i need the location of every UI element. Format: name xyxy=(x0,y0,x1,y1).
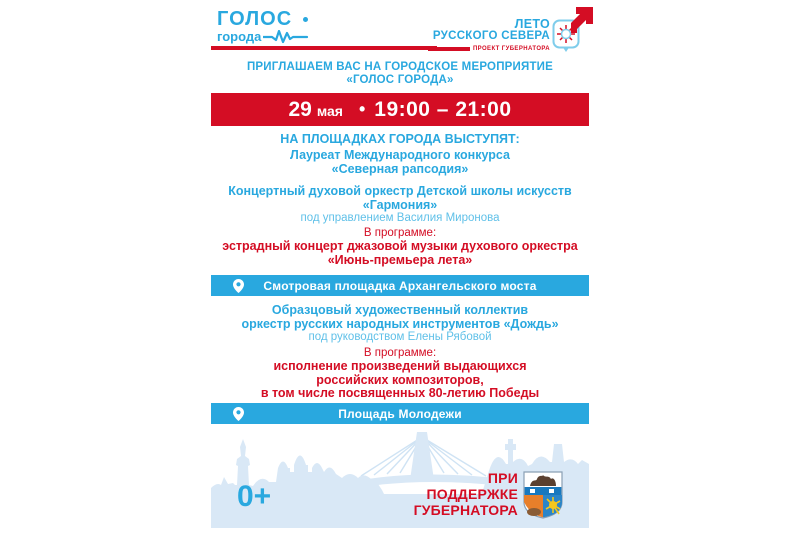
program2-block xyxy=(211,347,589,401)
golos-goroda-logo xyxy=(217,9,311,44)
event-month: мая xyxy=(316,103,343,119)
act3-block xyxy=(211,304,589,344)
age-rating-badge: 0+ xyxy=(237,480,272,513)
program2-line1: исполнение произведений выдающихся xyxy=(273,359,527,373)
lineup-heading-block xyxy=(211,132,589,146)
invitation-line1: ПРИГЛАШАЕМ ВАС НА ГОРОДСКОЕ МЕРОПРИЯТИЕ xyxy=(246,61,554,73)
support-line2: ПОДДЕРЖКЕ xyxy=(426,486,518,502)
program2-line2: российских композиторов, xyxy=(316,372,484,387)
act2-block xyxy=(211,185,589,225)
program1-label: В программе: xyxy=(363,227,437,239)
act2-line2: «Гармония» xyxy=(362,197,438,212)
act3-conductor: под руководством Елены Рябовой xyxy=(308,331,492,343)
program1-line1: эстрадный концерт джазовой музыки духового оркестра xyxy=(222,239,578,253)
program2-label: В программе: xyxy=(363,347,437,359)
leto-logo-line2: РУССКОГО СЕВЕРА xyxy=(432,30,550,42)
corner-arrow-icon xyxy=(568,6,594,34)
program1-line2: «Июнь-премьера лета» xyxy=(327,252,473,267)
footer-skyline-section xyxy=(211,430,589,528)
leto-russkogo-severa-logo xyxy=(428,6,592,58)
event-day: 29 xyxy=(288,97,312,121)
audio-waveform-icon xyxy=(263,30,311,44)
act2-conductor: под управлением Василия Миронова xyxy=(300,212,500,224)
leto-logo-tagline: ПРОЕКТ ГУБЕРНАТОРА xyxy=(472,45,550,52)
leto-tagline-rule xyxy=(428,47,470,51)
invitation-block xyxy=(211,61,589,87)
venue2-banner xyxy=(211,403,589,424)
location-pin-icon xyxy=(233,407,244,421)
governor-support-text xyxy=(414,470,518,518)
location-pin-icon xyxy=(233,279,244,293)
date-time-banner xyxy=(211,93,589,126)
act3-line2: оркестр русских народных инструментов «Дождь» xyxy=(241,316,559,331)
act1-line2: «Северная рапсодия» xyxy=(331,161,469,176)
golos-logo-subtitle: города xyxy=(217,29,262,44)
act1-line1: Лауреат Международного конкурса xyxy=(290,148,510,162)
lineup-heading: НА ПЛОЩАДКАХ ГОРОДА ВЫСТУПЯТ: xyxy=(280,132,520,146)
city-coat-of-arms xyxy=(522,470,564,520)
act1-block xyxy=(211,149,589,176)
venue1-name: Смотровая площадка Архангельского моста xyxy=(263,278,537,293)
bullet-separator: • xyxy=(358,99,366,119)
golos-logo-title: ГОЛОС xyxy=(217,8,293,30)
venue1-banner xyxy=(211,275,589,296)
support-line1: ПРИ xyxy=(487,470,518,486)
act2-line1: Концертный духовой оркестр Детской школы искусств xyxy=(228,184,572,198)
speaker-dot-icon xyxy=(303,17,308,22)
header-red-rule xyxy=(211,46,437,50)
venue2-name: Площадь Молодежи xyxy=(338,406,462,421)
support-line3: ГУБЕРНАТОРА xyxy=(413,502,518,518)
invitation-line2: «ГОЛОС ГОРОДА» xyxy=(346,74,454,86)
act3-line1: Образцовый художественный коллектив xyxy=(271,303,529,317)
event-poster xyxy=(211,0,589,533)
leto-logo-line1: ЛЕТО xyxy=(514,17,550,31)
event-time: 19:00 – 21:00 xyxy=(374,97,512,121)
program2-line3: в том числе посвященных 80-летию Победы xyxy=(260,386,540,400)
program1-block xyxy=(211,227,589,267)
